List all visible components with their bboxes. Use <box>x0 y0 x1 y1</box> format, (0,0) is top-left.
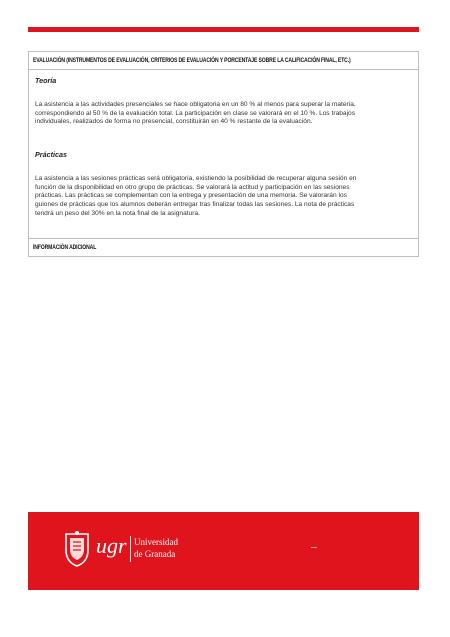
practicas-paragraph <box>35 175 415 219</box>
evaluation-header: EVALUACIÓN (INSTRUMENTOS DE EVALUACIÓN, CRITERIOS DE EVALUACIÓN Y PORCENTAJE SOBRE LA CALIFICACIÓN FINAL, ETC.) <box>33 57 351 64</box>
logo-divider <box>130 536 131 562</box>
practicas-line: tendrá un peso del 30% en la nota final de la asignatura. <box>35 209 200 217</box>
teoria-title: Teoría <box>35 76 57 85</box>
logo-ugr-text: ugr <box>96 533 127 558</box>
footer-mark <box>311 547 317 548</box>
footer-band <box>28 512 419 590</box>
teoria-line: La asistencia a las actividades presenciales se hace obligatoria en un 80 % al menos para superar la materia, <box>35 101 356 108</box>
practicas-line: La asistencia a las sesiones prácticas será obligatoria, existiendo la posibilidad de recuperar alguna sesión en <box>35 175 357 182</box>
university-logo <box>62 530 212 572</box>
crest-icon <box>62 530 92 568</box>
info-adicional-header-row <box>29 238 418 257</box>
evaluation-header-row <box>29 52 418 70</box>
evaluation-table <box>28 51 419 257</box>
logo-line-2: de Granada <box>134 549 176 559</box>
practicas-line: prácticas. Las prácticas se complementan con la entrega y presentación de una memoria. Se valorarán los <box>35 192 347 200</box>
logo-university-name <box>134 536 178 560</box>
top-red-bar <box>28 27 419 32</box>
info-adicional-header: INFORMACIÓN ADICIONAL <box>33 244 97 251</box>
practicas-line: guiones de prácticas que los alumnos deberán entregar tras finalizar todas las sesiones. La nota de prácticas <box>35 201 355 209</box>
teoria-line: individuales, realizados de forma no presencial, constituirán en 40 % restante de la evaluación. <box>35 118 313 126</box>
logo-line-1: Universidad <box>134 537 178 547</box>
practicas-line: función de la disponibilidad en otro grupo de prácticas. Se valorará la actitud y participación en las sesiones <box>35 183 350 191</box>
practicas-title: Prácticas <box>35 150 67 159</box>
teoria-line: correspondiendo al 50 % de la evaluación total. La participación en clase se valorará en el 10 %. Los trabajos <box>35 109 355 117</box>
teoria-paragraph <box>35 101 415 127</box>
